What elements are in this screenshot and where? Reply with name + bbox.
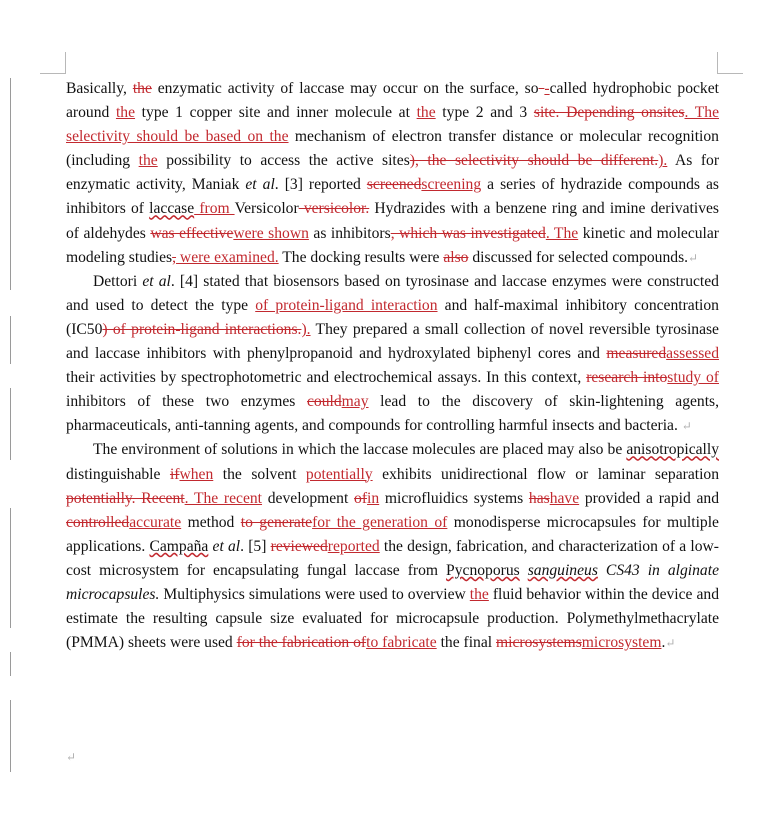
deleted-text: to generate: [240, 513, 313, 531]
paragraph-3[interactable]: [66, 438, 719, 655]
text-run: as inhibitors: [308, 224, 391, 242]
deleted-text: could: [307, 393, 342, 411]
inserted-text: assessed: [666, 345, 719, 363]
deleted-text: measured: [606, 345, 667, 363]
text-run: provided a rapid and: [579, 489, 719, 507]
deleted-text: microsystems: [496, 634, 582, 652]
inserted-text: . The: [545, 224, 579, 242]
inserted-text: -: [544, 80, 550, 97]
text-run: fluid behavior within the device and estimate the resulting capsule size evaluated for microcapsule production. Polymethylmethacrylate (PMMA) sheets were used: [66, 585, 719, 652]
inserted-text: ).: [301, 320, 311, 338]
text-run: They prepared a small collection of novel reversible tyrosinase and laccase inhibitors with phenylpropanoid and hydroxylated biphenyl cores and: [66, 320, 719, 363]
deleted-text: was effective: [150, 224, 234, 242]
text-run: Versicolor: [234, 200, 299, 218]
text-run: The docking results were: [278, 248, 444, 266]
text-run: exhibits unidirectional flow or laminar separation: [372, 465, 719, 483]
inserted-text: when: [179, 465, 214, 483]
inserted-text: the: [115, 104, 136, 122]
deleted-text: the: [132, 80, 152, 97]
text-run: [520, 562, 528, 579]
text-run: Dettori: [93, 272, 143, 290]
inserted-text: the: [138, 152, 158, 170]
text-run: enzymatic activity of laccase may occur on the surface, so: [151, 80, 539, 97]
text-run: type 2 and 3: [435, 104, 534, 122]
deleted-text: ) of protein-ligand interactions.: [102, 320, 302, 338]
inserted-text: screening: [421, 176, 482, 194]
deleted-text: , which was investigated: [390, 224, 546, 242]
paragraph-mark-icon: ↵: [665, 636, 676, 651]
inserted-text: to fabricate: [366, 634, 437, 652]
text-run: . [5]: [240, 537, 271, 555]
empty-paragraph-mark: ↵: [66, 750, 77, 764]
spellcheck-flagged-text: anisotropically: [626, 441, 719, 459]
inserted-text: potentially: [305, 465, 373, 483]
paragraph-1[interactable]: [66, 77, 719, 270]
deleted-text: also: [443, 248, 469, 266]
text-run: monodisperse microcapsules for multiple applications.: [66, 513, 719, 555]
deleted-text: has: [528, 489, 550, 507]
text-run: . [3] reported: [274, 176, 367, 194]
italic-text: et al: [142, 272, 171, 290]
italic-text: CS43 in alginate microcapsules.: [66, 561, 719, 603]
text-run: kinetic and molecular modeling studies: [66, 224, 719, 266]
text-run: microfluidics systems: [379, 489, 529, 507]
text-run: the solvent: [213, 465, 306, 483]
inserted-text: were shown: [233, 224, 309, 242]
change-bar: [10, 78, 11, 290]
change-bar: [10, 652, 11, 676]
text-run: distinguishable: [66, 465, 170, 483]
deleted-text: of: [354, 489, 368, 507]
text-run: the final: [436, 634, 496, 652]
text-run: Basically,: [66, 80, 133, 97]
inserted-text: for the generation of: [312, 513, 448, 531]
inserted-text: from: [194, 200, 235, 218]
inserted-text: reported: [327, 537, 380, 555]
top-left-corner-mark-h: [40, 73, 66, 74]
text-run: possibility to access the active sites: [157, 152, 410, 170]
inserted-text: in: [367, 489, 380, 507]
text-run: their activities by spectrophotometric and electrochemical assays. In this context,: [66, 369, 587, 387]
text-run: .: [661, 634, 666, 652]
deleted-text: reviewed: [270, 537, 328, 555]
deleted-text: controlled: [66, 513, 130, 531]
inserted-text: were examined.: [176, 248, 279, 266]
document-body[interactable]: [66, 77, 719, 655]
deleted-text: site. Depending onsites: [533, 104, 685, 122]
paragraph-mark-icon: ↵: [681, 419, 692, 434]
deleted-text: ,: [172, 248, 177, 266]
text-run: development: [262, 489, 355, 507]
deleted-text: potentially. Recent: [66, 489, 185, 507]
change-bar: [10, 700, 11, 772]
text-run: a series of hydrazide compounds as inhibitors of: [66, 176, 719, 218]
deleted-text: versicolor.: [298, 200, 370, 218]
inserted-text: . The selectivity should be based on the: [66, 104, 720, 146]
inserted-text: . The recent: [184, 489, 263, 507]
text-run: Hydrazides with a benzene ring and imine derivatives of aldehydes: [66, 200, 719, 242]
inserted-text: may: [341, 393, 369, 411]
spellcheck-flagged-text: Pycnoporus: [446, 561, 520, 579]
change-bar: [10, 508, 11, 628]
deleted-text: ), the selectivity should be different.: [409, 152, 659, 170]
text-run: lead to the discovery of skin-lightening agents, pharmaceuticals, anti-tanning agents, and compounds for controlling harmful insects and bacteria.: [66, 393, 720, 435]
spellcheck-flagged-text: sanguineus: [527, 561, 598, 579]
top-right-corner-mark-h: [717, 73, 743, 74]
deleted-text: research into: [586, 369, 668, 387]
text-run: called hydrophobic pocket around: [66, 80, 719, 122]
text-run: discussed for selected compounds.: [468, 248, 689, 266]
inserted-text: ).: [658, 152, 668, 170]
spellcheck-flagged-text: Campaña: [149, 537, 209, 555]
text-run: The environment of solutions in which the laccase molecules are placed may also be: [93, 441, 627, 459]
inserted-text: have: [549, 489, 580, 507]
text-run: inhibitors of these two enzymes: [66, 393, 308, 411]
spellcheck-flagged-text: laccase: [149, 200, 195, 218]
top-left-corner-mark-v: [65, 52, 66, 74]
inserted-text: of protein-ligand interaction: [255, 296, 438, 314]
deleted-text: for the fabrication of: [236, 634, 367, 652]
inserted-text: the: [416, 104, 436, 122]
inserted-text: study of: [667, 369, 719, 387]
top-right-corner-mark-v: [717, 52, 718, 74]
text-run: . [4] stated that biosensors based on tyrosinase and laccase enzymes were constructed and used to detect the type: [66, 272, 719, 314]
text-run: Multiphysics simulations were used to overview: [159, 585, 470, 603]
italic-text: et al: [245, 176, 275, 194]
paragraph-mark-icon: ↵: [688, 250, 699, 265]
text-run: As for enzymatic activity, Maniak: [66, 152, 720, 194]
inserted-text: accurate: [129, 513, 182, 531]
italic-text: et al: [212, 537, 241, 555]
text-run: type 1 copper site and inner molecule at: [135, 104, 417, 122]
inserted-text: the: [469, 585, 489, 603]
change-bar: [10, 316, 11, 364]
paragraph-2[interactable]: [66, 270, 719, 439]
deleted-text: screened: [366, 176, 422, 194]
text-run: the design, fabrication, and characterization of a low-cost microsystem for encapsulating fungal laccase from: [66, 537, 719, 579]
text-run: and half-maximal inhibitory concentration (IC50: [66, 296, 719, 338]
text-run: mechanism of electron transfer distance or molecular recognition (including: [66, 128, 719, 170]
text-run: method: [181, 513, 241, 531]
change-bar: [10, 388, 11, 460]
inserted-text: microsystem: [581, 634, 662, 652]
deleted-text: if: [169, 465, 180, 483]
